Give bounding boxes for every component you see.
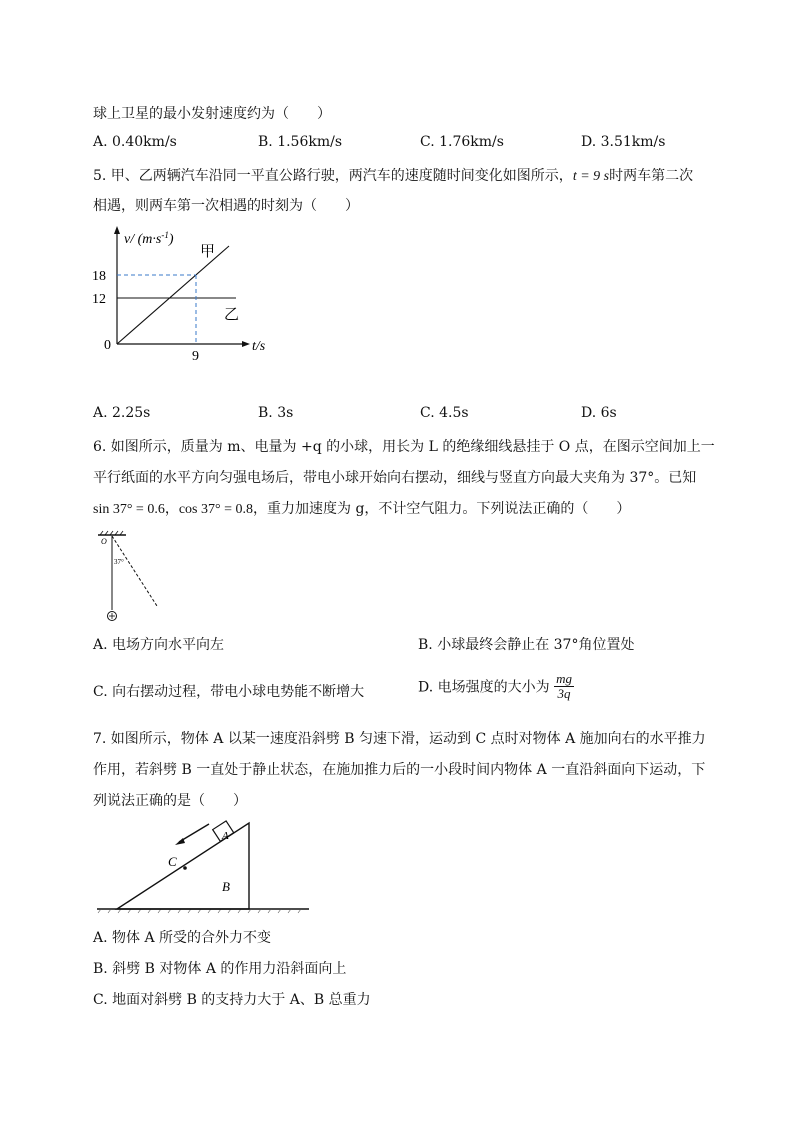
q5-ytick-18: 18: [92, 269, 106, 284]
q5-ytick-12: 12: [92, 292, 106, 307]
q6-option-d-text: D. 电场强度的大小为: [418, 679, 550, 696]
q4-option-a[interactable]: A. 0.40km/s: [93, 134, 177, 150]
q5-ylabel: v/ $(m\cdot s^{-1})$: [124, 230, 174, 247]
q6-frac-num: mg: [556, 671, 572, 686]
q6-cos-value: cos 37° = 0.8: [178, 502, 253, 517]
q6-o-label: O: [101, 537, 107, 546]
q7-option-b[interactable]: B. 斜劈 B 对物体 A 的作用力沿斜面向上: [93, 961, 347, 977]
q6-pendulum-figure: [96, 530, 166, 626]
q5-option-a[interactable]: A. 2.25s: [93, 405, 151, 421]
q6-dashed-string: [112, 536, 157, 606]
q5-stem-line1: [93, 165, 693, 185]
q7-label-a: A: [222, 830, 229, 842]
q5-time-math: t = 9 s: [572, 169, 610, 184]
q5-origin: 0: [104, 338, 111, 353]
q7-option-a[interactable]: A. 物体 A 所受的合外力不变: [93, 930, 272, 946]
q4-stem-tail: 球上卫星的最小发射速度约为（ ）: [93, 106, 331, 122]
q5-x-arrow: [242, 341, 250, 347]
q6-angle-label: 37°: [114, 558, 124, 566]
q6-option-b[interactable]: B. 小球最终会静止在 37°角位置处: [418, 637, 635, 653]
q7-stem-line2: 作用，若斜劈 B 一直处于静止状态，在施加推力后的一小段时间内物体 A 一直沿斜面向下运动，下: [93, 762, 706, 778]
q4-option-c[interactable]: C. 1.76km/s: [420, 134, 504, 150]
q4-option-d[interactable]: D. 3.51km/s: [581, 134, 666, 150]
q6-stem-line1: 6. 如图所示，质量为 m、电量为 +q 的小球，用长为 L 的绝缘细线悬挂于 O 点，在图示空间加上一: [93, 439, 715, 455]
q6-stem-rest: ，重力加速度为 g，不计空气阻力。下列说法正确的（ ）: [253, 501, 631, 517]
q6-sin-value: sin 37° = 0.6: [93, 502, 165, 517]
q5-y-arrow: [114, 226, 120, 234]
q6-frac-den: 3q: [557, 686, 571, 701]
q5-label-yi: 乙: [224, 307, 240, 323]
q5-label-jia: 甲: [200, 244, 216, 260]
q7-incline-figure: [95, 815, 315, 915]
q6-stem-line2: 平行纸面的水平方向匀强电场后，带电小球开始向右摆动，细线与竖直方向最大夹角为 37°。已知: [93, 470, 697, 486]
q4-option-b[interactable]: B. 1.56km/s: [258, 134, 343, 150]
q6-option-d[interactable]: [418, 672, 574, 701]
q6-option-d-fraction: [554, 672, 574, 701]
q6-separator: ，: [164, 501, 179, 517]
q5-stem-text-b: 时两车第二次: [609, 168, 694, 184]
q5-xlabel: t/s: [252, 339, 266, 354]
q5-stem-text-a: 5. 甲、乙两辆汽车沿同一平直公路行驶，两汽车的速度随时间变化如图所示，: [93, 168, 573, 184]
q5-xtick-9: 9: [192, 349, 199, 364]
q6-stem-line3: [93, 498, 630, 518]
q7-stem-line1: 7. 如图所示，物体 A 以某一速度沿斜劈 B 匀速下滑，运动到 C 点时对物体 A 施加向右的水平推力: [93, 731, 706, 747]
q6-option-a[interactable]: A. 电场方向水平向左: [93, 637, 225, 653]
q7-option-c[interactable]: C. 地面对斜劈 B 的支持力大于 A、B 总重力: [93, 992, 371, 1008]
q5-option-b[interactable]: B. 3s: [258, 405, 294, 421]
q5-velocity-time-graph: [90, 222, 280, 372]
q7-label-c: C: [168, 854, 177, 869]
q5-option-d[interactable]: D. 6s: [581, 405, 617, 421]
q5-stem-line2: 相遇，则两车第一次相遇的时刻为（ ）: [93, 198, 359, 214]
q5-option-c[interactable]: C. 4.5s: [420, 405, 469, 421]
q6-option-c[interactable]: C. 向右摆动过程，带电小球电势能不断增大: [93, 684, 365, 700]
q5-line-jia: [117, 246, 229, 344]
q7-label-b: B: [222, 879, 230, 894]
q7-point-c: [183, 866, 187, 870]
q7-stem-line3: 列说法正确的是（ ）: [93, 793, 247, 809]
